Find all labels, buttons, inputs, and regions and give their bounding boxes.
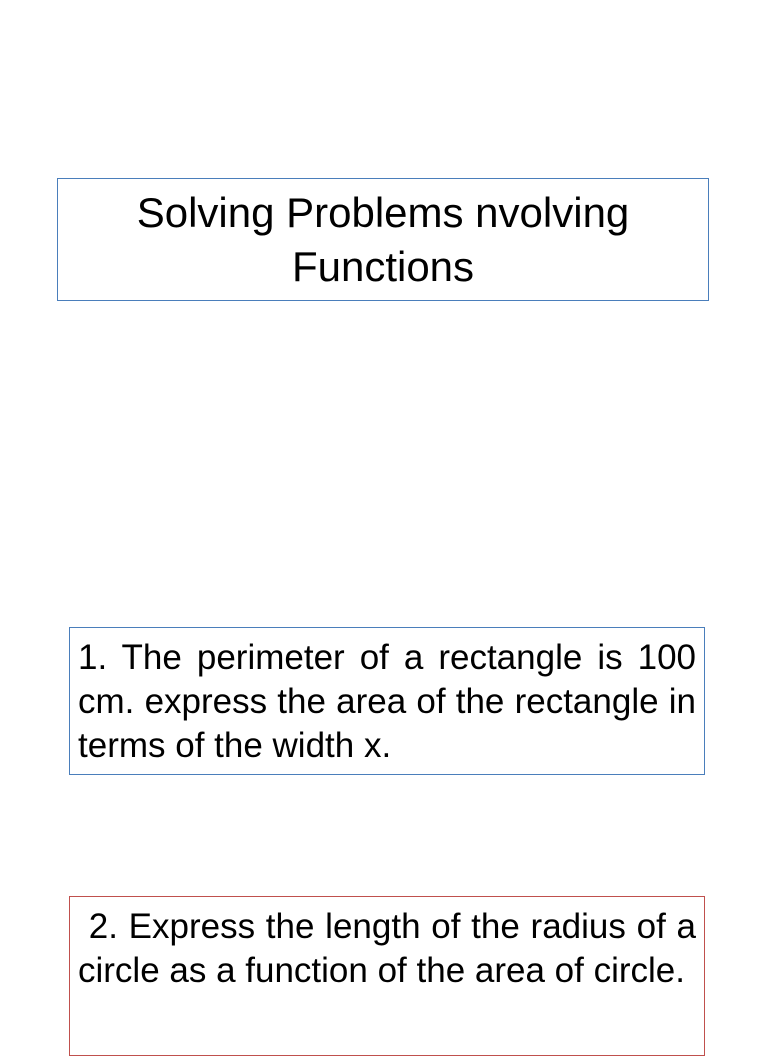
problem-2-box <box>69 896 705 1056</box>
problem-2-text: 2. Express the length of the radius of a circle as a function of the area of circle. <box>78 907 696 990</box>
problem-1-box <box>69 627 705 775</box>
problem-1-text: 1. The perimeter of a rectangle is 100 cm. express the area of the rectangle in terms of the width x. <box>78 638 696 765</box>
title-box <box>57 178 709 301</box>
slide-title: Solving Problems nvolving Functions <box>136 188 630 290</box>
